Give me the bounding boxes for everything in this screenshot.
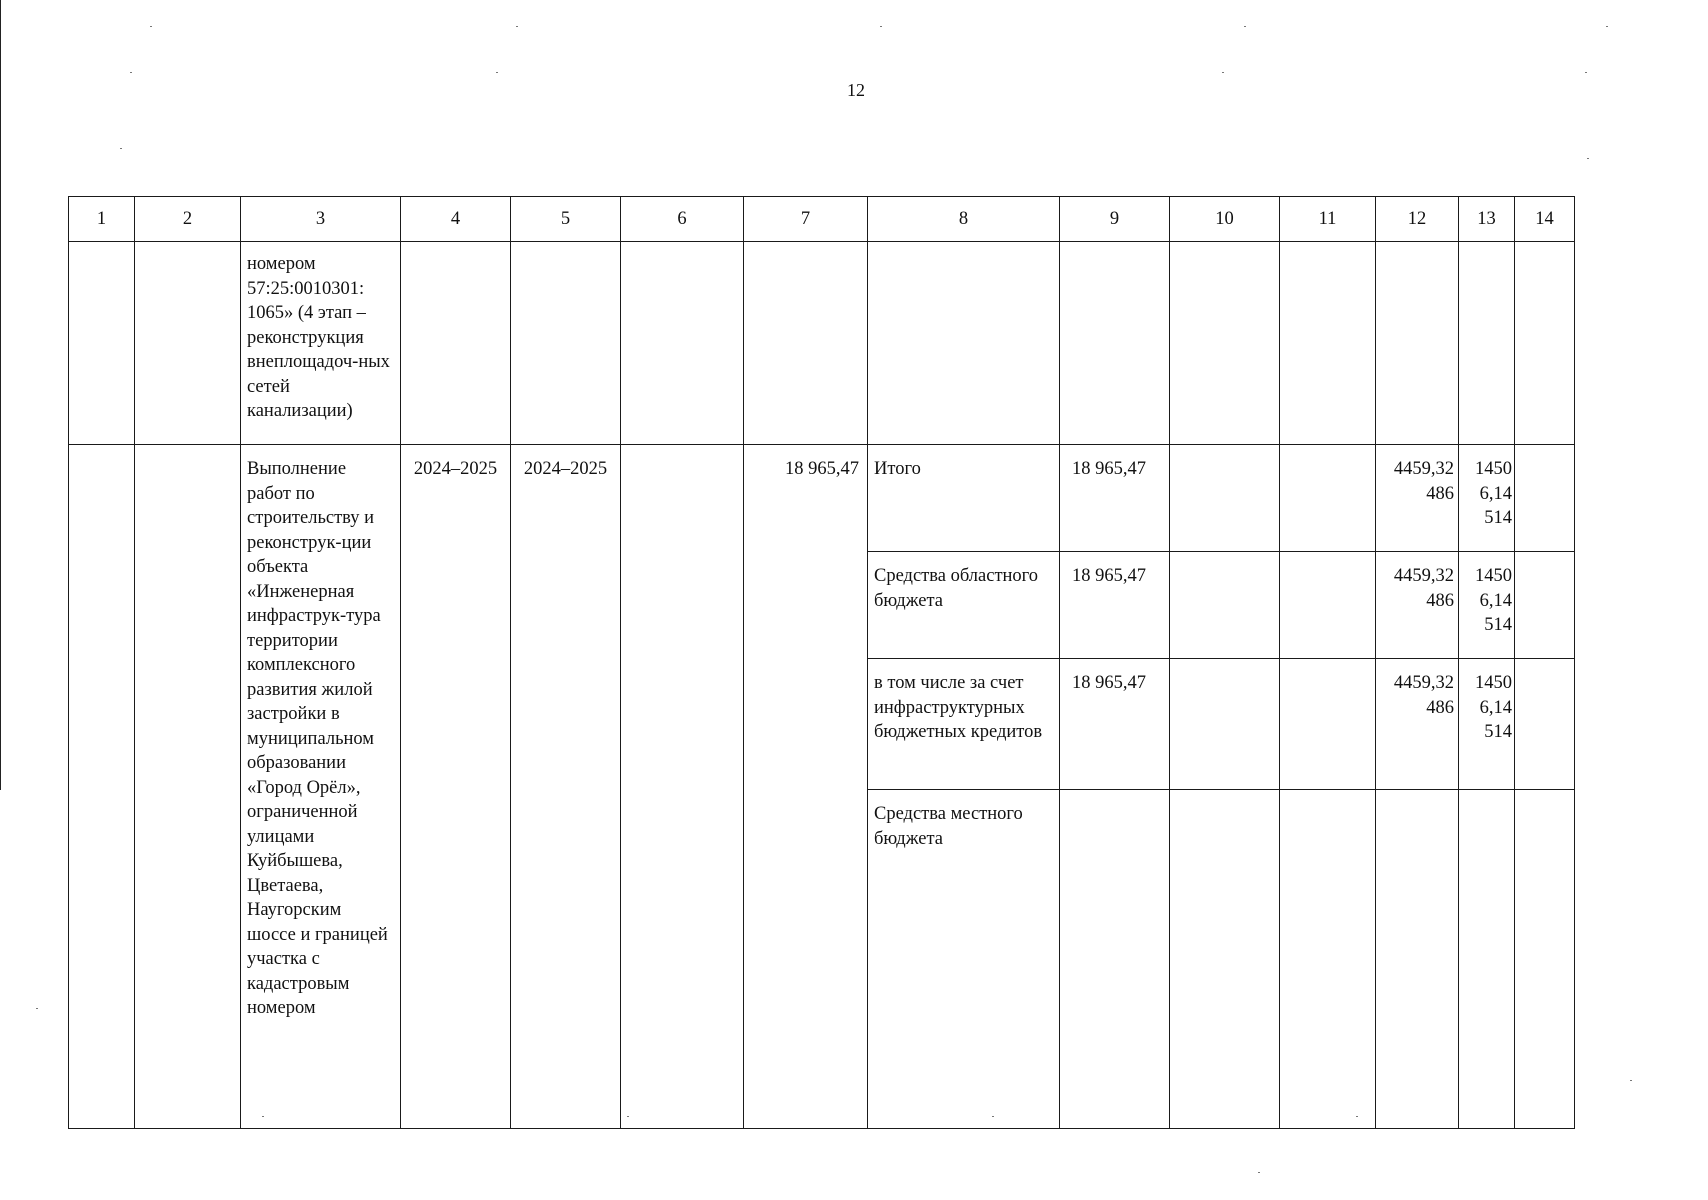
funding-source-cell: Средства областного бюджета xyxy=(868,552,1060,659)
table-cell xyxy=(621,242,744,445)
column-header: 10 xyxy=(1170,197,1280,242)
amount-cell: 1450 6,14 514 xyxy=(1459,445,1515,552)
column-header: 8 xyxy=(868,197,1060,242)
table-cell xyxy=(621,445,744,1129)
scan-speck xyxy=(1222,72,1224,73)
table-cell xyxy=(1280,242,1376,445)
funding-source-cell: в том числе за счет инфраструктурных бюджетных кредитов xyxy=(868,659,1060,790)
column-header: 13 xyxy=(1459,197,1515,242)
scan-speck xyxy=(1585,72,1587,73)
table-cell xyxy=(1280,552,1376,659)
table-cell xyxy=(1060,242,1170,445)
table-cell xyxy=(1280,445,1376,552)
total-cost-cell: 18 965,47 xyxy=(744,445,868,1129)
scan-edge xyxy=(0,0,1,790)
amount-cell: 4459,32 486 xyxy=(1376,659,1459,790)
column-header: 5 xyxy=(511,197,621,242)
object-name-cell: номером 57:25:0010301: 1065» (4 этап – реконструкция внеплощадоч-ных сетей канализации) xyxy=(241,242,401,445)
amount-cell xyxy=(1060,790,1170,1129)
table-row-itogo xyxy=(69,445,1575,552)
scan-speck xyxy=(130,72,132,73)
period-cell: 2024–2025 xyxy=(401,445,511,1129)
scan-speck xyxy=(1244,26,1246,27)
table-cell xyxy=(69,445,135,1129)
table-row-continued xyxy=(69,242,1575,445)
column-header: 2 xyxy=(135,197,241,242)
table-cell xyxy=(1280,790,1376,1129)
scan-speck xyxy=(496,72,498,73)
period-cell: 2024–2025 xyxy=(511,445,621,1129)
amount-cell: 18 965,47 xyxy=(1060,659,1170,790)
table-cell xyxy=(135,242,241,445)
column-header: 6 xyxy=(621,197,744,242)
table-cell xyxy=(511,242,621,445)
scan-speck xyxy=(516,26,518,27)
table-cell xyxy=(1280,659,1376,790)
scan-speck xyxy=(1630,1080,1632,1081)
table-cell xyxy=(135,445,241,1129)
scan-speck xyxy=(1258,1172,1260,1173)
page-number: 12 xyxy=(847,80,865,100)
table-cell xyxy=(1170,790,1280,1129)
table-cell xyxy=(69,242,135,445)
table-cell xyxy=(1170,445,1280,552)
table-cell xyxy=(401,242,511,445)
amount-cell: 18 965,47 xyxy=(1060,445,1170,552)
work-description-cell: Выполнение работ по строительству и реконструк-ции объекта «Инженерная инфраструк-тура территории комплексного развития жилой застройки в муниципальном образовании «Город Орёл», ограниченной улицами Куйбышева, Цветаева, Наугорским шоссе и границей участка с кадастровым номером xyxy=(241,445,401,1129)
amount-cell: 1450 6,14 514 xyxy=(1459,552,1515,659)
table-cell xyxy=(1515,790,1575,1129)
table-cell xyxy=(1170,659,1280,790)
scan-speck xyxy=(880,26,882,27)
table-cell xyxy=(1170,242,1280,445)
table-cell xyxy=(1376,242,1459,445)
column-header: 3 xyxy=(241,197,401,242)
table-cell xyxy=(744,242,868,445)
amount-cell xyxy=(1376,790,1459,1129)
scan-speck xyxy=(150,26,152,27)
column-header: 4 xyxy=(401,197,511,242)
amount-cell: 18 965,47 xyxy=(1060,552,1170,659)
table-cell xyxy=(868,242,1060,445)
table-cell xyxy=(1515,242,1575,445)
table-cell xyxy=(1515,552,1575,659)
table-header-row xyxy=(69,197,1575,242)
scan-speck xyxy=(36,1008,38,1009)
amount-cell: 4459,32 486 xyxy=(1376,552,1459,659)
amount-cell xyxy=(1459,790,1515,1129)
column-header: 12 xyxy=(1376,197,1459,242)
scan-speck xyxy=(1606,26,1608,27)
table-cell xyxy=(1515,445,1575,552)
amount-cell: 4459,32 486 xyxy=(1376,445,1459,552)
table-cell xyxy=(1459,242,1515,445)
scan-speck xyxy=(1587,158,1589,159)
scan-speck xyxy=(120,148,122,149)
column-header: 7 xyxy=(744,197,868,242)
column-header: 14 xyxy=(1515,197,1575,242)
column-header: 1 xyxy=(69,197,135,242)
column-header: 9 xyxy=(1060,197,1170,242)
funding-source-cell: Итого xyxy=(868,445,1060,552)
amount-cell: 1450 6,14 514 xyxy=(1459,659,1515,790)
table-cell xyxy=(1170,552,1280,659)
table-cell xyxy=(1515,659,1575,790)
funding-source-cell: Средства местного бюджета xyxy=(868,790,1060,1129)
budget-table xyxy=(68,196,1575,1129)
column-header: 11 xyxy=(1280,197,1376,242)
